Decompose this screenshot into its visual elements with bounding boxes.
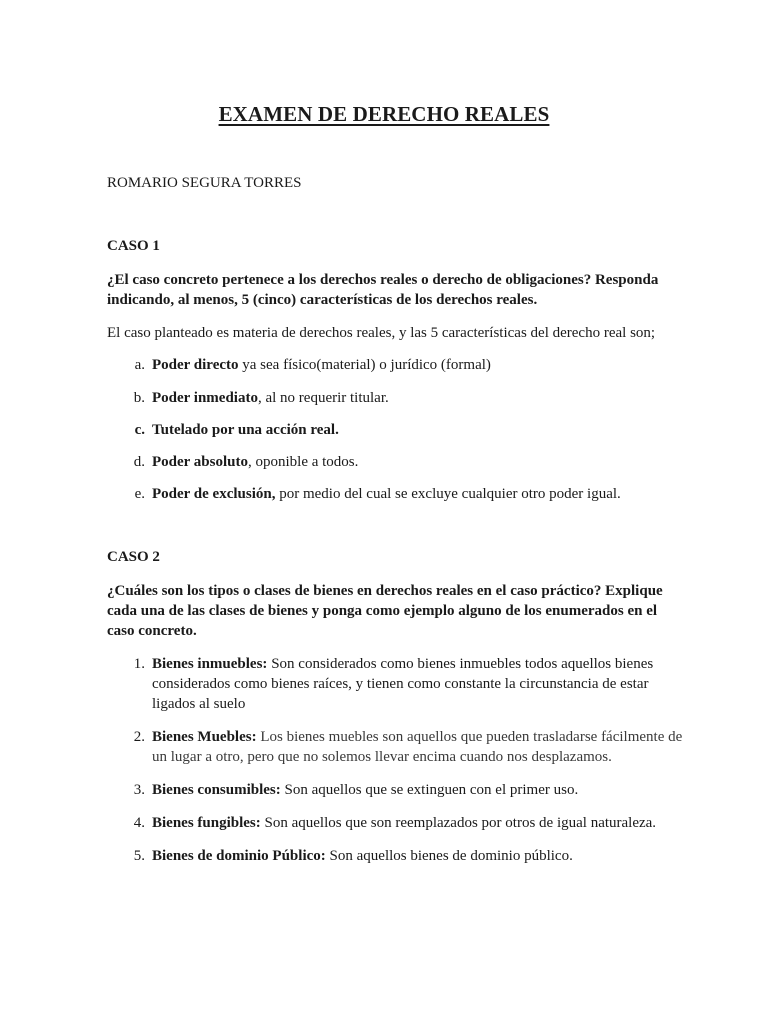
caso-1-heading: CASO 1 bbox=[107, 238, 160, 254]
list-item-content bbox=[152, 420, 692, 440]
item-lead: Poder de exclusión, bbox=[152, 486, 276, 502]
list-item-content bbox=[152, 452, 692, 472]
list-item-content bbox=[152, 654, 692, 714]
author-name: ROMARIO SEGURA TORRES bbox=[107, 175, 302, 191]
list-item-content bbox=[152, 355, 692, 375]
list-marker: e. bbox=[134, 486, 145, 502]
caso-1-question: ¿El caso concreto pertenece a los derechos reales o derecho de obligaciones? Responda indicando, al menos, 5 (cinco) características de los derechos reales. bbox=[107, 272, 659, 308]
item-lead: Bienes consumibles: bbox=[152, 782, 281, 798]
item-text: por medio del cual se excluye cualquier otro poder igual. bbox=[275, 486, 621, 502]
list-marker: d. bbox=[133, 454, 145, 470]
item-lead: Bienes fungibles: bbox=[152, 815, 261, 831]
item-text: Son aquellos que se extinguen con el primer uso. bbox=[280, 782, 579, 798]
caso-2-question: ¿Cuáles son los tipos o clases de bienes en derechos reales en el caso práctico? Explique cada una de las clases de bienes y ponga como ejemplo alguno de los enumerados en el caso concreto. bbox=[107, 583, 663, 639]
item-text: Son considerados como bienes inmuebles todos aquellos bienes considerados como bienes raíces, y tienen como constante la circunstancia de estar ligados al suelo bbox=[152, 656, 654, 712]
list-marker: 2. bbox=[133, 729, 145, 745]
caso-1-intro: El caso planteado es materia de derechos reales, y las 5 características del derecho real son; bbox=[107, 325, 656, 341]
list-marker: 4. bbox=[133, 815, 145, 831]
item-lead: Bienes de dominio Público: bbox=[152, 848, 326, 864]
list-item-content bbox=[152, 846, 692, 866]
item-text: , oponible a todos. bbox=[247, 454, 359, 470]
list-marker: b. bbox=[133, 390, 145, 406]
item-text: , al no requerir titular. bbox=[257, 390, 389, 406]
list-marker: 5. bbox=[133, 848, 145, 864]
list-marker: 3. bbox=[133, 782, 145, 798]
item-lead: Tutelado por una acción real. bbox=[152, 422, 339, 438]
item-text: Son aquellos bienes de dominio público. bbox=[325, 848, 573, 864]
list-item-content bbox=[152, 780, 692, 800]
item-lead: Bienes Muebles: bbox=[152, 729, 257, 745]
item-lead: Poder directo bbox=[152, 357, 239, 373]
list-item-content bbox=[152, 484, 692, 504]
list-item-content bbox=[152, 813, 692, 833]
item-text: ya sea físico(material) o jurídico (formal) bbox=[238, 357, 491, 373]
item-text: Los bienes muebles son aquellos que pueden trasladarse fácilmente de un lugar a otro, pero que no solemos llevar encima cuando nos desplazamos. bbox=[152, 729, 683, 765]
item-text: Son aquellos que son reemplazados por otros de igual naturaleza. bbox=[260, 815, 657, 831]
list-item-content bbox=[152, 727, 692, 767]
item-lead: Poder absoluto bbox=[152, 454, 248, 470]
item-lead: Bienes inmuebles: bbox=[152, 656, 268, 672]
caso-2-heading: CASO 2 bbox=[107, 549, 160, 565]
list-marker: a. bbox=[134, 357, 145, 373]
list-marker: 1. bbox=[133, 656, 145, 672]
list-marker: c. bbox=[134, 422, 145, 438]
item-lead: Poder inmediato bbox=[152, 390, 258, 406]
document-title: EXAMEN DE DERECHO REALES bbox=[218, 102, 550, 126]
list-item-content bbox=[152, 388, 692, 408]
